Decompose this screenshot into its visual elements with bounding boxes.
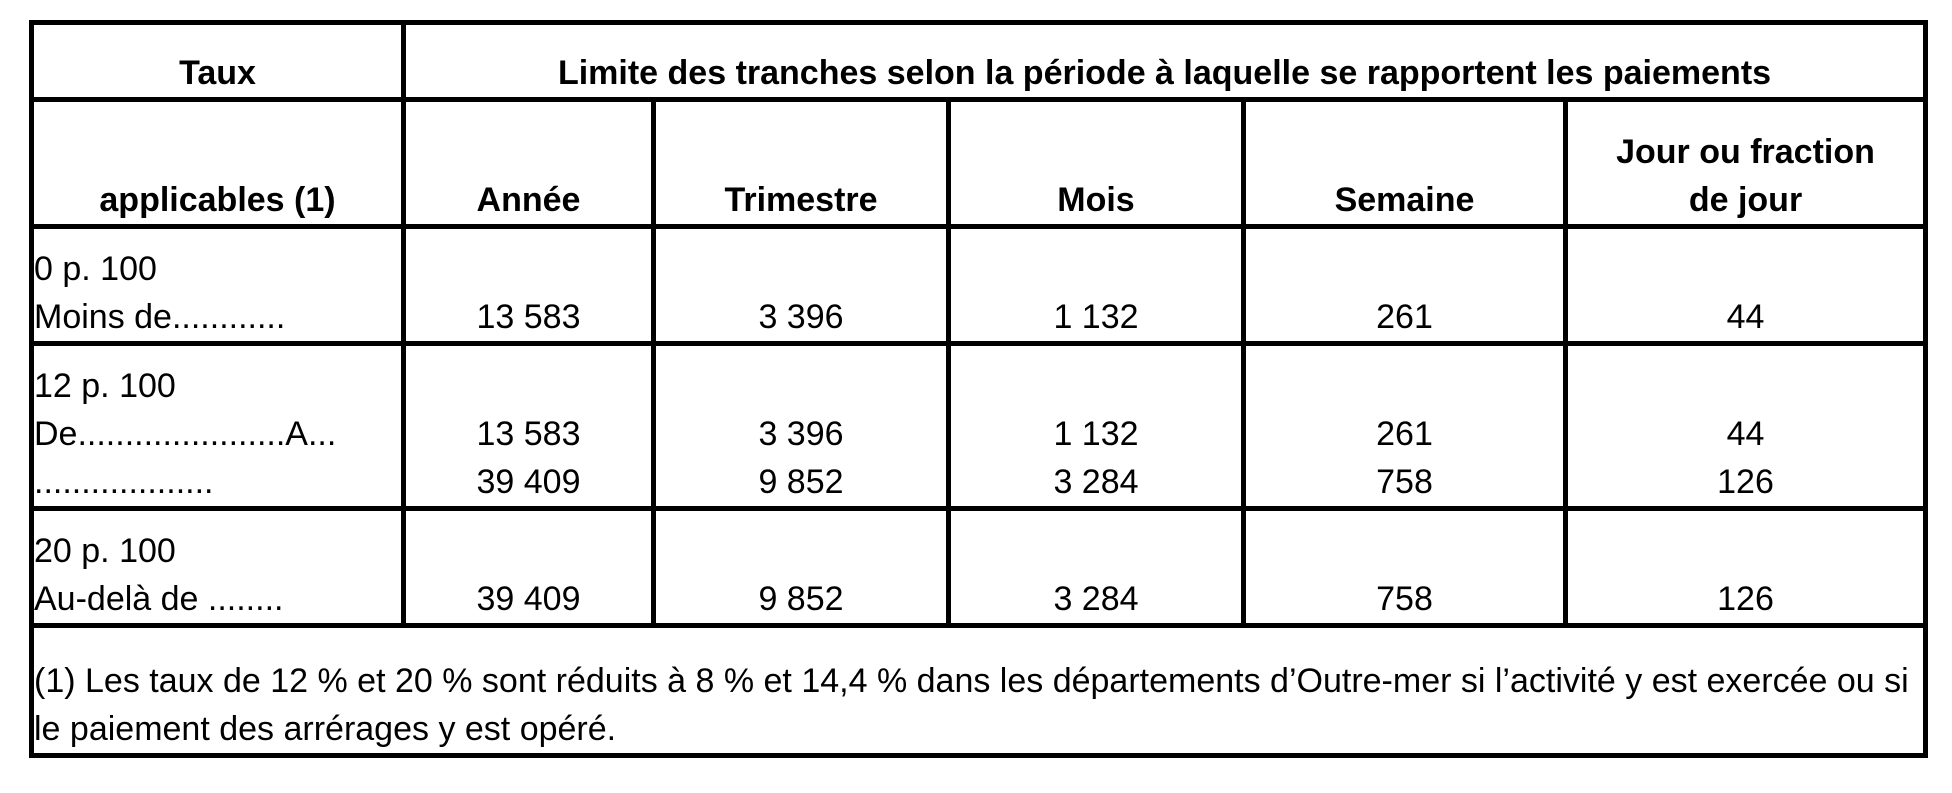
footnote: (1) Les taux de 12 % et 20 % sont réduits à 8 % et 14,4 % dans les départements d’Outre-mer si l’activité y est exercée ou si le paiement des arrérages y est opéré. [32,626,1926,756]
header-col-trimestre: Trimestre [654,100,949,227]
table-row [32,509,1926,626]
header-rate-top: Taux [32,23,404,100]
value-cell [1244,227,1566,344]
value-cell [949,227,1244,344]
value: 1 132 [1053,298,1139,336]
value-from: 44 [1726,415,1765,453]
header-col-annee: Année [404,100,654,227]
value-from: 261 [1376,415,1433,453]
value-cell [1566,227,1926,344]
value-to: 9 852 [758,463,844,501]
footnote-row [32,626,1926,756]
value-cell [404,344,654,509]
rate-label: Au-delà de ........ [34,580,284,618]
value: 13 583 [476,298,581,336]
value: 261 [1376,298,1433,336]
header-row-columns [32,100,1926,227]
header-col-jour: Jour ou fraction de jour [1566,100,1926,227]
value-cell [654,227,949,344]
rate-cell [32,227,404,344]
value: 44 [1726,298,1765,336]
value-cell [1566,344,1926,509]
value-cell [654,344,949,509]
header-row-top [32,23,1926,100]
value-to: 126 [1717,463,1774,501]
rate-cell [32,509,404,626]
header-col-mois: Mois [949,100,1244,227]
value: 126 [1717,580,1774,618]
header-span-title: Limite des tranches selon la période à laquelle se rapportent les paiements [404,23,1926,100]
value-from: 3 396 [758,415,844,453]
header-rate-bottom: applicables (1) [32,100,404,227]
value-cell [1244,509,1566,626]
rate-cell [32,344,404,509]
rate-label: Moins de............ [34,298,286,336]
rate-value: 0 p. 100 [34,250,157,288]
value-cell [949,509,1244,626]
value-to: 39 409 [476,463,581,501]
value: 3 396 [758,298,844,336]
rate-label-continued: ................... [34,463,214,501]
table-row [32,227,1926,344]
rate-label: De......................A... [34,415,337,453]
value-from: 13 583 [476,415,581,453]
value-to: 3 284 [1053,463,1139,501]
value: 9 852 [758,580,844,618]
value-cell [1244,344,1566,509]
value-cell [654,509,949,626]
value: 3 284 [1053,580,1139,618]
rate-value: 20 p. 100 [34,532,176,570]
table-row [32,344,1926,509]
value: 39 409 [476,580,581,618]
value-cell [949,344,1244,509]
value-cell [1566,509,1926,626]
value-cell [404,227,654,344]
value-cell [404,509,654,626]
value-from: 1 132 [1053,415,1139,453]
value-to: 758 [1376,463,1433,501]
value: 758 [1376,580,1433,618]
rate-value: 12 p. 100 [34,367,176,405]
header-col-semaine: Semaine [1244,100,1566,227]
tax-rate-table [29,20,1928,758]
